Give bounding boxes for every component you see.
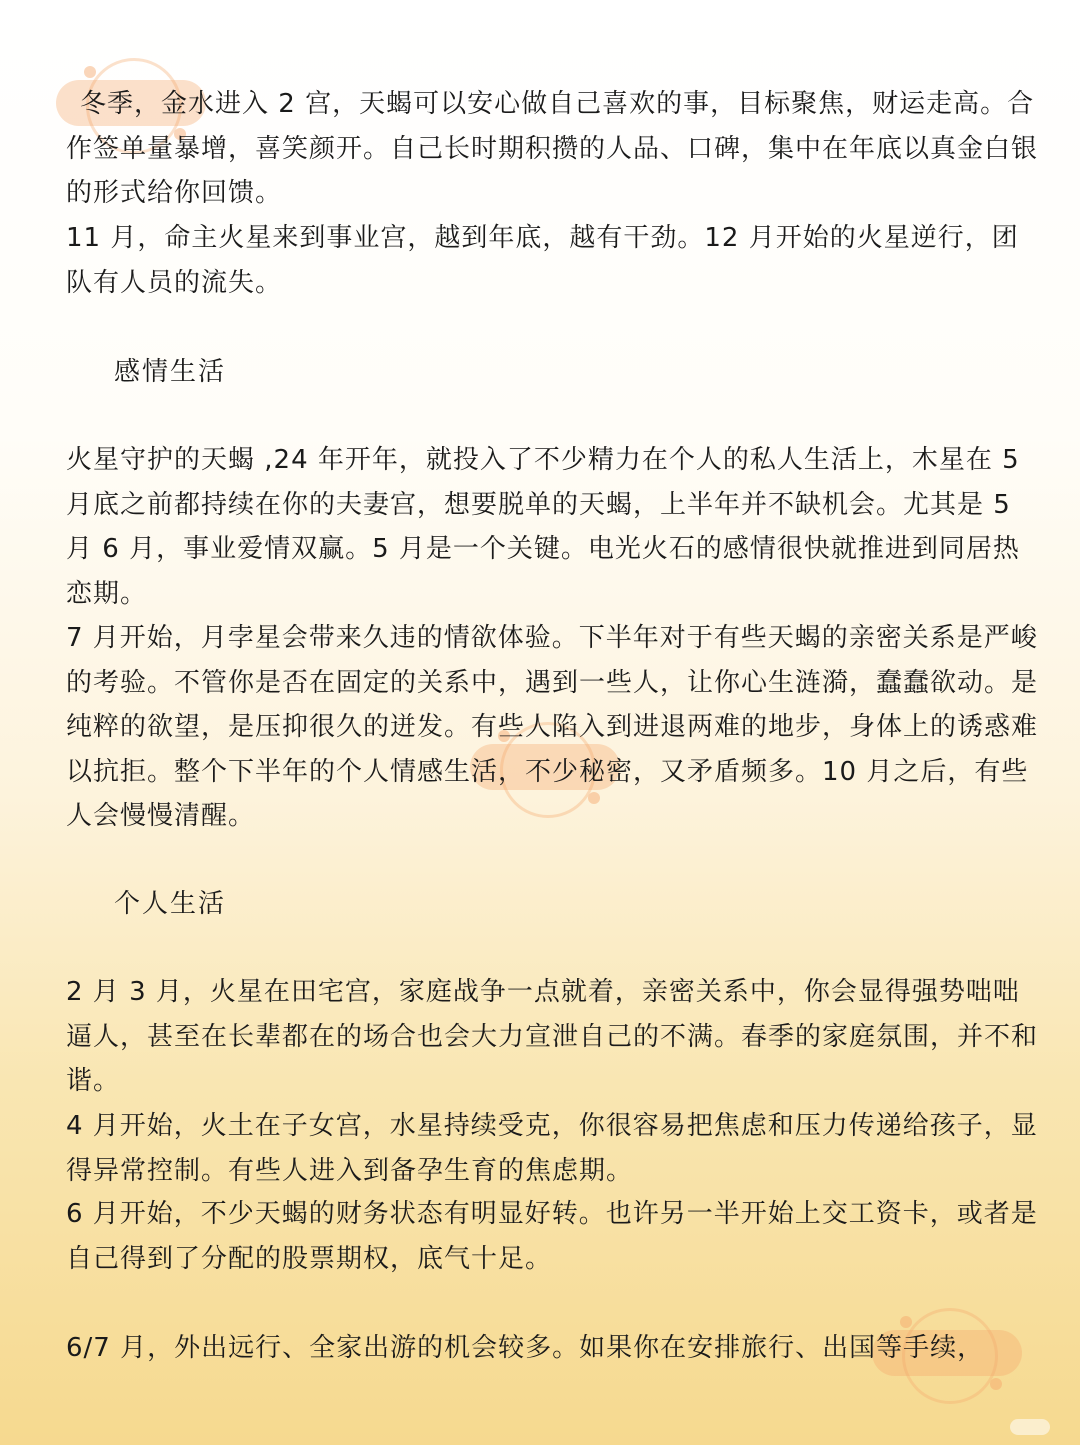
heading-emotional-life: 感情生活 [114, 357, 227, 387]
paragraph-november: 11 月，命主火星来到事业宫，越到年底，越有干劲。12 月开始的火星逆行，团队有人员的流失。 [66, 223, 1019, 298]
paragraph-emotion-2: 7 月开始，月孛星会带来久违的情欲体验。下半年对于有些天蝎的亲密关系是严峻的考验。不管你是否在固定的关系中，遇到一些人，让你心生涟漪，蠢蠢欲动。是纯粹的欲望，是压抑很久的迸发。有些人陷入到进退两难的地步，身体上的诱惑难以抗拒。整个下半年的个人情感生活，不少秘密，又矛盾频多。10 月之后，有些人会慢慢清醒。 [66, 623, 1039, 831]
corner-badge [1010, 1419, 1050, 1435]
heading-personal-life: 个人生活 [114, 889, 227, 919]
paragraph-emotion-1: 火星守护的天蝎 ,24 年开年，就投入了不少精力在个人的私人生活上，木星在 5 月底之前都持续在你的夫妻宫，想要脱单的天蝎，上半年并不缺机会。尤其是 5 月 6 月，事业爱情双赢。5 月是一个关键。电光火石的感情很快就推进到同居热恋期。 [66, 445, 1020, 609]
paragraph-personal-1: 2 月 3 月，火星在田宅宫，家庭战争一点就着，亲密关系中，你会显得强势咄咄逼人，甚至在长辈都在的场合也会大力宣泄自己的不满。春季的家庭氛围，并不和谐。 [66, 977, 1039, 1096]
paragraph-personal-3: 6 月开始，不少天蝎的财务状态有明显好转。也许另一半开始上交工资卡，或者是自己得到了分配的股票期权，底气十足。 [66, 1199, 1038, 1274]
paragraph-personal-2: 4 月开始，火土在子女宫，水星持续受克，你很容易把焦虑和压力传递给孩子，显得异常控制。有些人进入到备孕生育的焦虑期。 [66, 1111, 1038, 1186]
paragraph-winter: 冬季，金水进入 2 宫，天蝎可以安心做自己喜欢的事，目标聚焦，财运走高。合作签单量暴增，喜笑颜开。自己长时期积攒的人品、口碑，集中在年底以真金白银的形式给你回馈。 [66, 89, 1039, 208]
paragraph-personal-4: 6/7 月，外出远行、全家出游的机会较多。如果你在安排旅行、出国等手续， [66, 1333, 985, 1363]
